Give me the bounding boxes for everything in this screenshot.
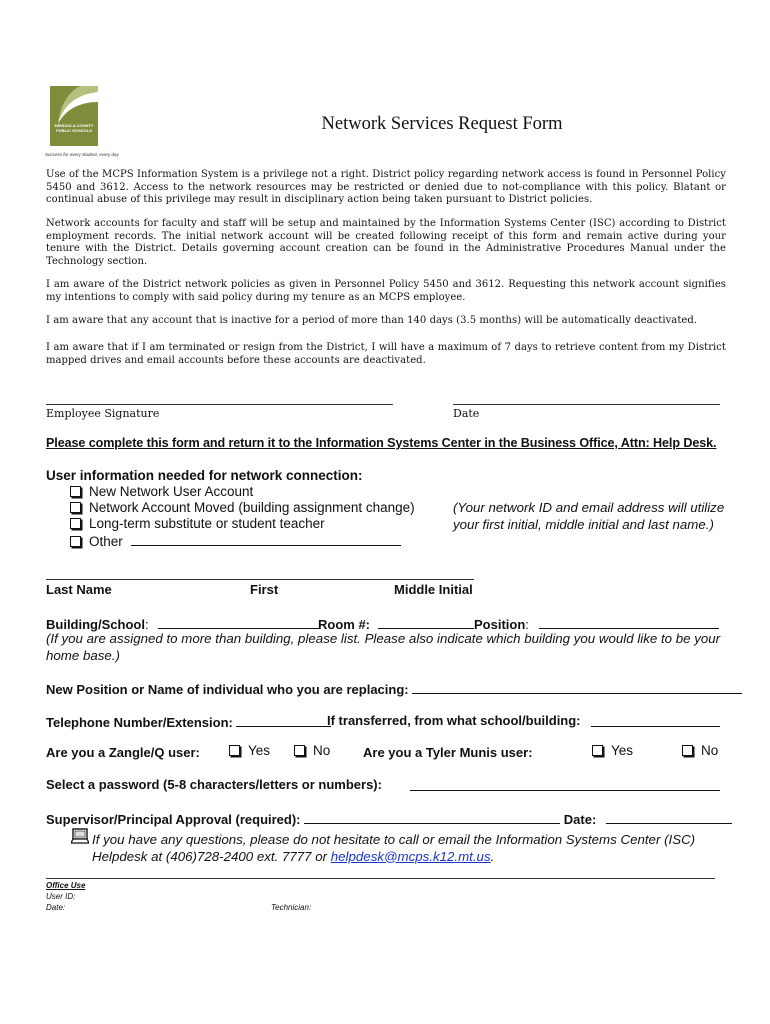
telephone-input[interactable] (236, 713, 331, 727)
return-instruction: Please complete this form and return it to the Information Systems Center in the Business Office, Attn: Help Desk. (46, 436, 717, 450)
option-other[interactable] (70, 532, 401, 551)
approval-date-label: Date: (563, 812, 597, 827)
option-other-label: Other (89, 534, 123, 549)
room-input[interactable] (378, 615, 474, 629)
position-row: Position: (474, 615, 719, 632)
policy-paragraph-2: Network accounts for faculty and staff will be setup and maintained by the Information Systems Center (ISC) according to District employment records. The initial network account will be created following receipt of this form and remain active during your tenure with the District. Details governing account creation can be found in the Administrative Procedures Manual under the Technology section. (46, 218, 726, 267)
signature-date-line[interactable] (453, 404, 720, 405)
computer-icon (71, 828, 89, 849)
network-id-note (453, 500, 724, 533)
zangle-yes-label: Yes (248, 743, 271, 758)
approval-row (46, 810, 732, 827)
password-input[interactable] (410, 777, 720, 791)
transferred-label: If transferred, from what school/building: (327, 713, 581, 728)
checkbox-other[interactable] (70, 536, 81, 547)
position-label: Position (474, 617, 526, 632)
office-technician-label: Technician: (271, 903, 312, 912)
first-name-label: First (250, 582, 279, 597)
last-name-label: Last Name (46, 582, 112, 597)
page-title: Network Services Request Form (321, 114, 563, 134)
option-account-moved-label: Network Account Moved (building assignment change) (89, 500, 415, 515)
munis-no-checkbox[interactable] (682, 745, 693, 756)
logo-tagline: Success for every student, every day (45, 152, 119, 157)
room-label: Room #: (318, 617, 370, 632)
user-info-heading: User information needed for network connection: (46, 468, 363, 483)
munis-label: Are you a Tyler Munis user: (363, 745, 533, 760)
zangle-yes-checkbox[interactable] (229, 745, 240, 756)
option-new-account-label: New Network User Account (89, 484, 254, 499)
replacing-label: New Position or Name of individual who you are replacing: (46, 682, 409, 697)
zangle-label: Are you a Zangle/Q user: (46, 745, 200, 760)
checkbox-account-moved[interactable] (70, 502, 81, 513)
approval-input[interactable] (304, 810, 560, 824)
zangle-no-checkbox[interactable] (294, 745, 305, 756)
contact-text: If you have any questions, please do not hesitate to call or email the Information Systems Center (ISC) Helpdesk at (406)728-2400 ext. 7777 or (92, 832, 696, 864)
password-label: Select a password (5-8 characters/letters or numbers): (46, 777, 382, 792)
awareness-paragraph-policies: I am aware of the District network policies as given in Personnel Policy 5450 and 3612. Requesting this network account signifies my intentions to comply with said policy during my tenure as an MCPS employee. (46, 279, 726, 303)
zangle-no-label: No (313, 743, 331, 758)
position-input[interactable] (539, 615, 719, 629)
approval-label: Supervisor/Principal Approval (required): (46, 812, 301, 827)
replacing-row (46, 680, 742, 697)
option-account-moved[interactable] (70, 500, 415, 517)
room-row (318, 615, 474, 632)
zangle-no-option[interactable] (294, 743, 330, 760)
building-label: Building/School (46, 617, 145, 632)
option-long-term-sub-label: Long-term substitute or student teacher (89, 516, 325, 531)
option-new-account[interactable] (70, 484, 253, 501)
transferred-input[interactable] (591, 713, 720, 727)
replacing-input[interactable] (412, 680, 742, 694)
building-input[interactable] (158, 615, 320, 629)
munis-yes-option[interactable] (592, 743, 633, 760)
employee-signature-line[interactable] (46, 404, 393, 405)
office-use-divider (46, 878, 715, 879)
approval-date-input[interactable] (606, 810, 732, 824)
helpdesk-email-link[interactable]: helpdesk@mcps.k12.mt.us (330, 848, 491, 864)
office-user-id-label: User ID: (46, 892, 76, 901)
signature-date-label: Date (453, 407, 480, 420)
zangle-yes-option[interactable] (229, 743, 270, 760)
office-use-heading: Office Use (46, 881, 86, 890)
contact-note: If you have any questions, please do not hesitate to call or email the Information Systems Center (ISC) Helpdesk at (406)728-2400 ext. 7777 or helpdesk@mcps.k12.mt.us. (92, 832, 696, 864)
munis-no-label: No (701, 743, 719, 758)
network-id-note-line1: (Your network ID and email address will utilize (453, 500, 725, 515)
checkbox-new-account[interactable] (70, 486, 81, 497)
telephone-row (46, 713, 331, 730)
employee-signature-label: Employee Signature (46, 407, 160, 420)
option-long-term-sub[interactable] (70, 516, 325, 533)
network-id-note-line2: your first initial, middle initial and last name.) (453, 516, 714, 532)
logo-text: MISSOULA COUNTY PUBLIC SCHOOLS (54, 123, 94, 133)
other-input[interactable] (131, 532, 401, 546)
middle-initial-label: Middle Initial (394, 582, 473, 597)
name-input-line[interactable] (46, 579, 474, 580)
awareness-paragraph-inactive: I am aware that any account that is inactive for a period of more than 140 days (3.5 months) will be automatically deactivated. (46, 315, 698, 326)
munis-yes-label: Yes (611, 743, 634, 758)
munis-no-option[interactable] (682, 743, 718, 760)
awareness-paragraph-termination: I am aware that if I am terminated or resign from the District, I will have a maximum of 7 days to retrieve content from my District mapped drives and email accounts before these accounts are deactivated. (46, 342, 726, 366)
checkbox-long-term-sub[interactable] (70, 518, 81, 529)
building-row: Building/School: (46, 615, 320, 632)
office-date-label: Date: (46, 903, 66, 912)
policy-paragraph-1: Use of the MCPS Information System is a privilege not a right. District policy regarding network access is found in Personnel Policy 5450 and 3612. Access to the network resources may be restricted or denied due to not-compliance with this policy. Blatant or continual abuse of this privilege may result in disciplinary action being taken pursuant to District policies. (46, 169, 726, 206)
munis-yes-checkbox[interactable] (592, 745, 603, 756)
telephone-label: Telephone Number/Extension: (46, 715, 233, 730)
building-note: (If you are assigned to more than building, please list. Please also indicate which building you would like to be your home base.) (46, 631, 721, 663)
